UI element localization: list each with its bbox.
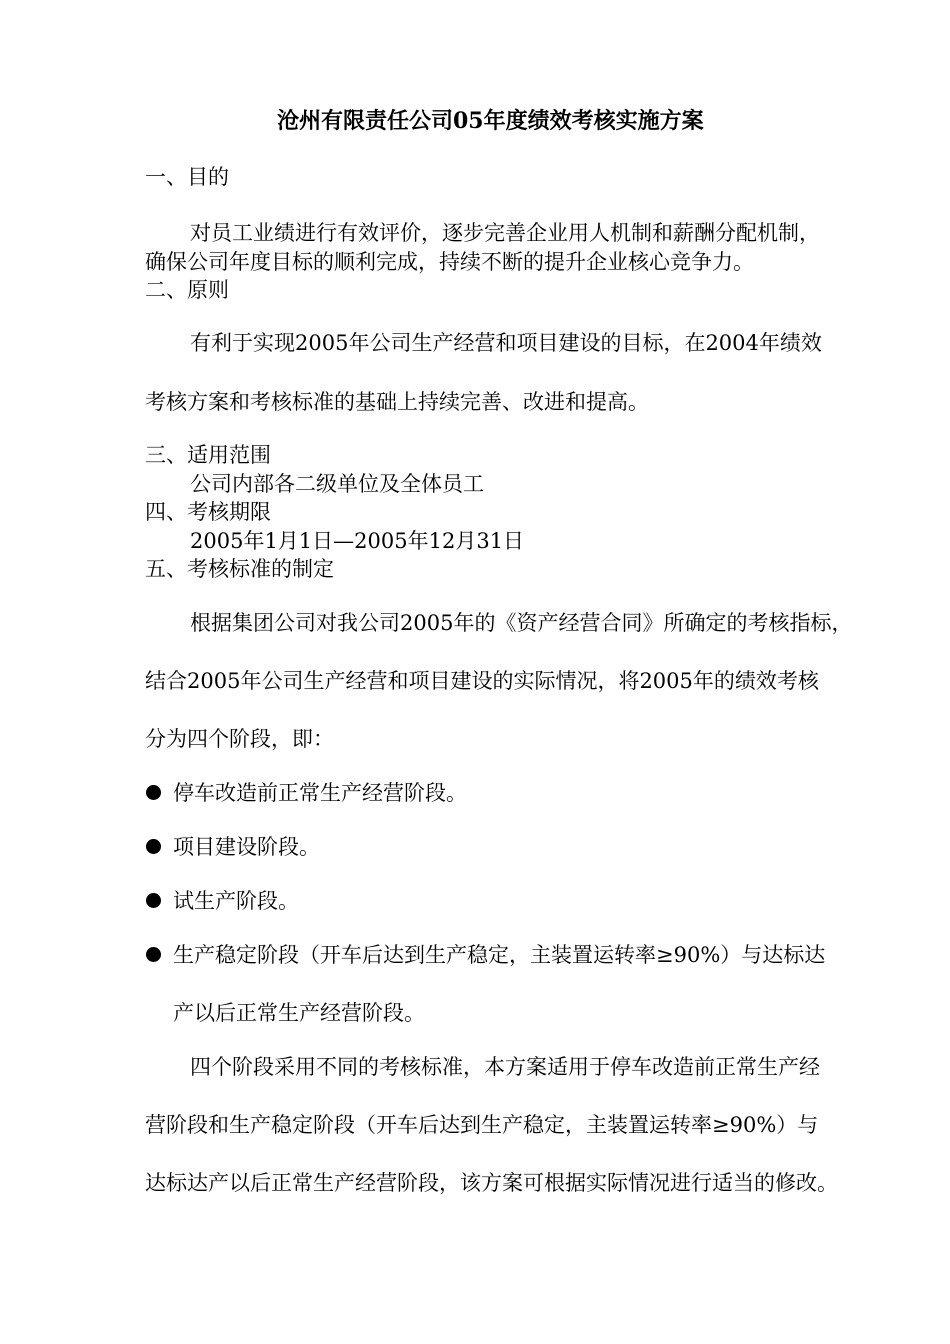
document-title: 沧州有限责任公司05年度绩效考核实施方案 xyxy=(277,108,704,134)
paragraph-line: 有利于实现2005年公司生产经营和项目建设的目标，在2004年绩效 xyxy=(190,331,822,355)
section-heading-standards: 五、考核标准的制定 xyxy=(145,557,334,581)
section-heading-scope: 三、适用范围 xyxy=(145,443,271,467)
bullet-dot xyxy=(146,839,161,854)
paragraph-line: 对员工业绩进行有效评价，逐步完善企业用人机制和薪酬分配机制， xyxy=(190,221,820,245)
paragraph-line: 确保公司年度目标的顺利完成，持续不断的提升企业核心竞争力。 xyxy=(145,250,754,274)
bullet-dot xyxy=(146,785,161,800)
paragraph-line: 考核方案和考核标准的基础上持续完善、改进和提高。 xyxy=(145,390,649,414)
paragraph-line: 四个阶段采用不同的考核标准，本方案适用于停车改造前正常生产经 xyxy=(190,1055,820,1079)
list-item-continuation: 产以后正常生产经营阶段。 xyxy=(173,1001,425,1025)
list-item: 项目建设阶段。 xyxy=(173,835,320,859)
list-item: 停车改造前正常生产经营阶段。 xyxy=(173,781,467,805)
paragraph-line: 达标达产以后正常生产经营阶段，该方案可根据实际情况进行适当的修改。 xyxy=(145,1171,838,1195)
list-item: 试生产阶段。 xyxy=(173,889,299,913)
paragraph-line: 根据集团公司对我公司2005年的《资产经营合同》所确定的考核指标， xyxy=(190,611,853,635)
paragraph-line: 分为四个阶段，即： xyxy=(145,727,334,751)
paragraph-line: 结合2005年公司生产经营和项目建设的实际情况，将2005年的绩效考核 xyxy=(145,669,819,693)
list-item: 生产稳定阶段（开车后达到生产稳定，主装置运转率≥90%）与达标达 xyxy=(173,943,826,967)
paragraph-line: 营阶段和生产稳定阶段（开车后达到生产稳定，主装置运转率≥90%）与 xyxy=(145,1113,819,1137)
section-heading-principle: 二、原则 xyxy=(145,278,229,302)
period-text: 2005年1月1日—2005年12月31日 xyxy=(190,529,525,553)
section-heading-purpose: 一、目的 xyxy=(145,165,229,189)
bullet-dot xyxy=(146,893,161,908)
section-heading-period: 四、考核期限 xyxy=(145,500,271,524)
bullet-dot xyxy=(146,947,161,962)
scope-text: 公司内部各二级单位及全体员工 xyxy=(190,472,484,496)
